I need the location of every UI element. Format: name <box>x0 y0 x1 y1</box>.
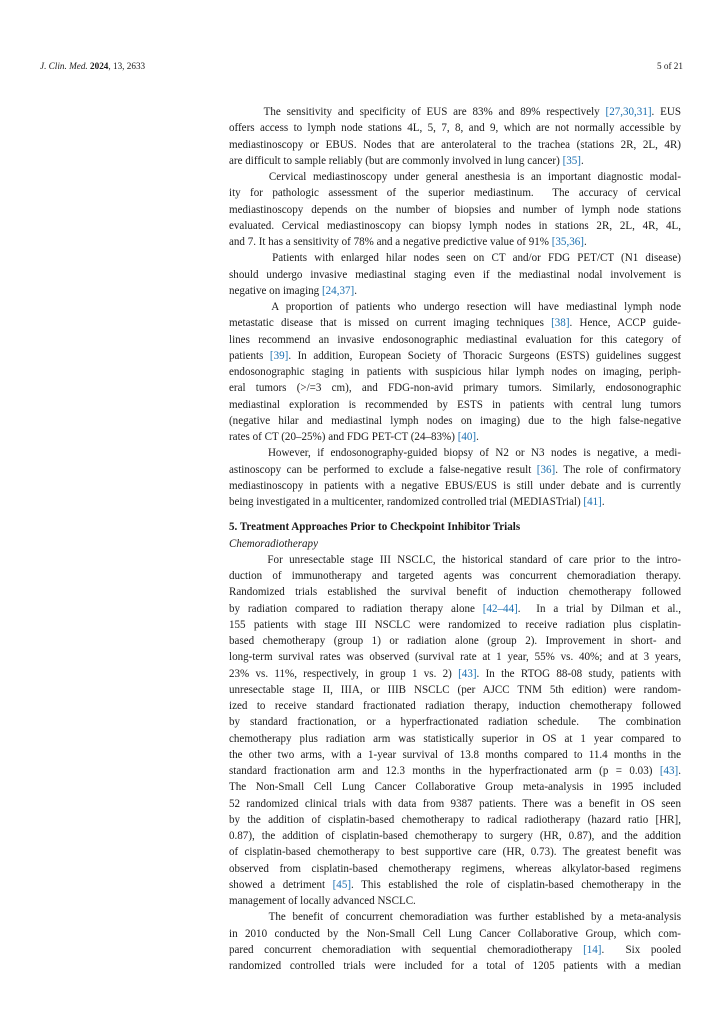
text-line: pared concurrent chemoradiation with sequential chemoradiotherapy [14]. Six pooled <box>229 943 681 956</box>
text-line: by standard fractionation, or a hyperfractionated radiation schedule. The combination <box>229 716 681 729</box>
text-line: the other two arms, with a 1-year survival of 13.8 months compared to 11.4 months in the <box>229 748 681 761</box>
citation-link[interactable]: [43] <box>458 667 477 680</box>
text-line: ized to receive standard fractionated radiation therapy, induction chemotherapy followed <box>229 700 681 712</box>
citation-link[interactable]: [41] <box>583 496 602 508</box>
staging-paragraphs <box>229 104 681 510</box>
text-line: management of locally advanced NSCLC. <box>229 895 416 907</box>
subsection-heading: Chemoradiotherapy <box>229 537 318 550</box>
citation-link[interactable]: [38] <box>551 317 570 330</box>
citation-link[interactable]: [35] <box>562 154 581 167</box>
text-line: astinoscopy can be performed to exclude a false-negative result [36]. The role of confirmatory <box>229 463 681 476</box>
text-line: unresectable stage II, IIIA, or IIIB NSCLC (per AJCC TNM 5th edition) were random- <box>229 683 681 696</box>
running-header <box>40 61 683 71</box>
page-number: 5 of 21 <box>656 61 683 71</box>
text-line: mediastinal exploration is recommended by ESTS in patients with central lung tumors <box>229 398 681 411</box>
text-line: The sensitivity and specificity of EUS are 83% and 89% respectively [27,30,31]. EUS <box>229 106 681 118</box>
paragraph <box>229 169 681 250</box>
text-line: being investigated in a multicenter, randomized controlled trial (MEDIASTrial) [41]. <box>229 496 605 508</box>
text-line: negative on imaging [24,37]. <box>229 284 357 297</box>
text-line: lines recommend an invasive endosonographic mediastinal evaluation for this category of <box>229 333 681 346</box>
paragraph <box>229 909 681 974</box>
text-line: by the addition of cisplatin-based chemotherapy to radical radiotherapy (hazard ratio [HR], <box>229 813 681 826</box>
text-line: patients [39]. In addition, European Society of Thoracic Surgeons (ESTS) guidelines suggest <box>229 349 681 362</box>
text-line: mediastinoscopy depends on the number of biopsies and number of lymph node stations <box>229 203 681 216</box>
text-line: (negative hilar and mediastinal lymph nodes on imaging) due to the high false-negative <box>229 414 681 427</box>
paragraph <box>229 104 681 169</box>
text-line: of cisplatin-based chemotherapy to best supportive care (HR, 0.73). The greatest benefit was <box>229 846 681 859</box>
text-line: For unresectable stage III NSCLC, the historical standard of care prior to the intro- <box>229 553 681 566</box>
text-line: The Non-Small Cell Lung Cancer Collaborative Group meta-analysis in 1995 included <box>229 781 681 794</box>
text-line: evaluated. Cervical mediastinoscopy can biopsy lymph nodes in stations 2R, 2L, 4R, 4L, <box>229 219 681 232</box>
text-line: rates of CT (20–25%) and FDG PET-CT (24–83%) [40]. <box>229 431 479 443</box>
citation-link[interactable]: [39] <box>269 349 289 362</box>
text-line: observed from cisplatin-based chemotherapy regimens, whereas alkylator-based regimens <box>229 862 681 875</box>
text-line: showed a detriment [45]. This established the role of cisplatin-based chemotherapy in the <box>229 878 681 891</box>
text-line: However, if endosonography-guided biopsy of N2 or N3 nodes is negative, a medi- <box>229 447 681 460</box>
text-line: 23% vs. 11%, respectively, in group 1 vs. 2) [43]. In the RTOG 88-08 study, patients with <box>229 667 681 680</box>
text-line: duction of immunotherapy and targeted agents was concurrent chemoradiation therapy. <box>229 570 681 582</box>
paragraph <box>229 445 681 510</box>
paragraph <box>229 552 681 910</box>
text-line: based chemotherapy (group 1) or radiation alone (group 2). Improvement in short- and <box>229 635 681 647</box>
journal-citation: J. Clin. Med. 2024, 13, 2633 <box>40 61 146 71</box>
text-line: Cervical mediastinoscopy under general anesthesia is an important diagnostic modal- <box>229 171 681 183</box>
citation-link[interactable]: [36] <box>536 463 556 476</box>
text-line: are difficult to sample reliably (but are commonly involved in lung cancer) [35]. <box>229 154 584 167</box>
text-line: 155 patients with stage III NSCLC were randomized to receive radiation plus cisplatin- <box>229 618 681 631</box>
citation-link[interactable]: [24,37] <box>321 284 355 297</box>
text-line: The benefit of concurrent chemoradiation was further established by a meta-analysis <box>229 911 681 924</box>
text-line: Patients with enlarged hilar nodes seen on CT and/or FDG PET/CT (N1 disease) <box>229 252 681 265</box>
text-line: metastatic disease that is missed on current imaging techniques [38]. Hence, ACCP guide- <box>229 317 681 330</box>
citation-link[interactable]: [14] <box>583 943 602 956</box>
text-line: randomized controlled trials were included for a total of 1205 patients with a median <box>229 960 681 972</box>
citation-link[interactable]: [35,36] <box>551 236 584 248</box>
citation-link[interactable]: [45] <box>332 878 352 891</box>
text-line: A proportion of patients who undergo resection will have mediastinal lymph node <box>229 301 681 313</box>
paragraph <box>229 299 681 445</box>
citation-link[interactable]: [40] <box>457 431 477 443</box>
text-line: 0.87), the addition of cisplatin-based chemotherapy to surgery (HR, 0.87), and the addition <box>229 830 681 842</box>
text-line: endosonographic staging in patients with suspicious hilar lymph nodes on imaging, periph- <box>229 366 681 378</box>
article-body <box>229 104 681 974</box>
citation-link[interactable]: [27,30,31] <box>605 106 652 118</box>
text-line: offers access to lymph node stations 4L, 5, 7, 8, and 9, which are not normally accessible by <box>229 122 681 135</box>
text-line: mediastinoscopy or EBUS. Nodes that are anterolateral to the trachea (stations 2R, 2L, 4R) <box>229 138 681 151</box>
text-line: eral tumors (>/=3 cm), and FDG-non-avid primary tumors. Similarly, endosonographic <box>229 382 681 395</box>
chemoradiotherapy-paragraphs <box>229 552 681 975</box>
text-line: mediastinoscopy in patients with a negative EBUS/EUS is still under debate and is currently <box>229 479 681 492</box>
text-line: and 7. It has a sensitivity of 78% and a negative predictive value of 91% [35,36]. <box>229 236 587 248</box>
text-line: chemotherapy plus radiation arm was statistically superior in OS at 1 year compared to <box>229 732 681 745</box>
paragraph <box>229 250 681 299</box>
text-line: should undergo invasive mediastinal staging even if the mediastinal nodal involvement is <box>229 268 681 281</box>
text-line: in 2010 conducted by the Non-Small Cell Lung Cancer Collaborative Group, which com- <box>229 927 681 940</box>
text-line: standard fractionation arm and 12.3 months in the hyperfractionated arm (p = 0.03) [43]. <box>229 765 681 777</box>
text-line: ity for pathologic assessment of the superior mediastinum. The accuracy of cervical <box>229 187 681 200</box>
text-line: 52 randomized clinical trials with data from 9387 patients. There was a benefit in OS seen <box>229 797 681 810</box>
text-line: by radiation compared to radiation therapy alone [42–44]. In a trial by Dilman et al., <box>229 602 681 615</box>
section-heading: 5. Treatment Approaches Prior to Checkpoint Inhibitor Trials <box>229 521 521 534</box>
citation-link[interactable]: [42–44] <box>482 602 518 615</box>
text-line: Randomized trials established the survival benefit of induction chemotherapy followed <box>229 586 681 599</box>
citation-link[interactable]: [43] <box>659 765 679 777</box>
text-line: long-term survival rates was observed (survival rate at 1 year, 55% vs. 40%; and at 3 years, <box>229 651 681 664</box>
